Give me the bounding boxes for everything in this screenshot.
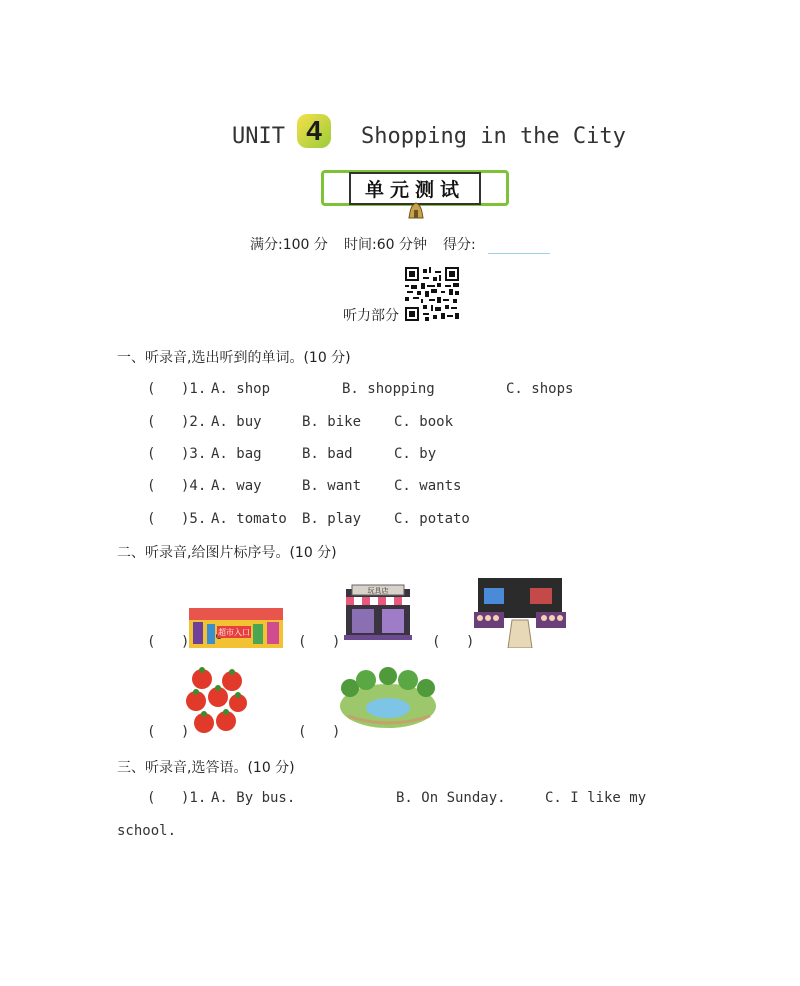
option-a: A. bag bbox=[211, 446, 262, 462]
question-number: )1. bbox=[181, 790, 207, 806]
time-limit: 时间:60 分钟 bbox=[344, 237, 427, 253]
option-c: C. by bbox=[394, 446, 437, 462]
answer-paren-close: ) bbox=[181, 724, 190, 740]
answer-paren-open[interactable]: ( bbox=[432, 634, 441, 650]
answer-paren-open[interactable]: ( bbox=[298, 634, 307, 650]
answer-paren-close: ) bbox=[332, 724, 341, 740]
option-c: C. book bbox=[394, 414, 454, 430]
cinema-image bbox=[472, 572, 568, 648]
supermarket-entrance-image bbox=[189, 608, 283, 648]
toy-shop-sign: 玩具店 bbox=[367, 587, 389, 595]
unit-number-badge: 4 bbox=[297, 114, 331, 148]
answer-paren-open[interactable]: ( bbox=[147, 634, 156, 650]
option-a: A. tomato bbox=[211, 511, 287, 527]
test-banner-label: 单元测试 bbox=[349, 172, 481, 205]
option-a: A. buy bbox=[211, 414, 262, 430]
answer-paren[interactable]: ( bbox=[147, 511, 156, 527]
option-c: C. shops bbox=[506, 381, 574, 397]
option-b: B. play bbox=[302, 511, 362, 527]
option-a: A. way bbox=[211, 478, 262, 494]
score-blank[interactable] bbox=[488, 237, 550, 254]
question-number: )2. bbox=[181, 414, 207, 430]
question-number: )3. bbox=[181, 446, 207, 462]
question-number: )1. bbox=[181, 381, 207, 397]
section1-heading: 一、听录音,选出听到的单词。(10 分) bbox=[117, 350, 351, 366]
full-score: 满分:100 分 bbox=[250, 237, 328, 253]
question-number: )5. bbox=[181, 511, 207, 527]
score-label: 得分: bbox=[443, 237, 476, 253]
option-a: A. By bus. bbox=[211, 790, 296, 806]
bell-icon bbox=[406, 201, 426, 221]
entrance-sign: 超市入口 bbox=[218, 628, 250, 637]
unit-title: Shopping in the City bbox=[361, 124, 626, 149]
answer-paren-open[interactable]: ( bbox=[298, 724, 307, 740]
tomatoes-image bbox=[186, 665, 250, 737]
option-b: B. bike bbox=[302, 414, 362, 430]
option-c: C. I like my bbox=[545, 790, 647, 806]
answer-paren-open[interactable]: ( bbox=[147, 724, 156, 740]
option-c: C. potato bbox=[394, 511, 470, 527]
unit-label: UNIT bbox=[232, 124, 285, 149]
option-c: C. wants bbox=[394, 478, 462, 494]
answer-paren-close: ) bbox=[181, 634, 190, 650]
section2-heading: 二、听录音,给图片标序号。(10 分) bbox=[117, 545, 337, 561]
answer-paren[interactable]: ( bbox=[147, 414, 156, 430]
answer-paren-close: ) bbox=[332, 634, 341, 650]
question-number: )4. bbox=[181, 478, 207, 494]
answer-paren[interactable]: ( bbox=[147, 381, 156, 397]
park-image bbox=[338, 666, 438, 730]
listening-part-label: 听力部分 bbox=[343, 308, 399, 324]
section3-heading: 三、听录音,选答语。(10 分) bbox=[117, 760, 295, 776]
qr-code-icon[interactable] bbox=[405, 267, 459, 321]
answer-paren[interactable]: ( bbox=[147, 446, 156, 462]
option-b: B. On Sunday. bbox=[396, 790, 506, 806]
option-b: B. want bbox=[302, 478, 362, 494]
answer-paren[interactable]: ( bbox=[147, 790, 156, 806]
answer-paren-close: ) bbox=[466, 634, 475, 650]
answer-paren[interactable]: ( bbox=[147, 478, 156, 494]
toy-shop-image bbox=[342, 583, 414, 641]
option-b: B. bad bbox=[302, 446, 353, 462]
option-b: B. shopping bbox=[342, 381, 435, 397]
option-c-continued: school. bbox=[117, 823, 177, 839]
option-a: A. shop bbox=[211, 381, 271, 397]
